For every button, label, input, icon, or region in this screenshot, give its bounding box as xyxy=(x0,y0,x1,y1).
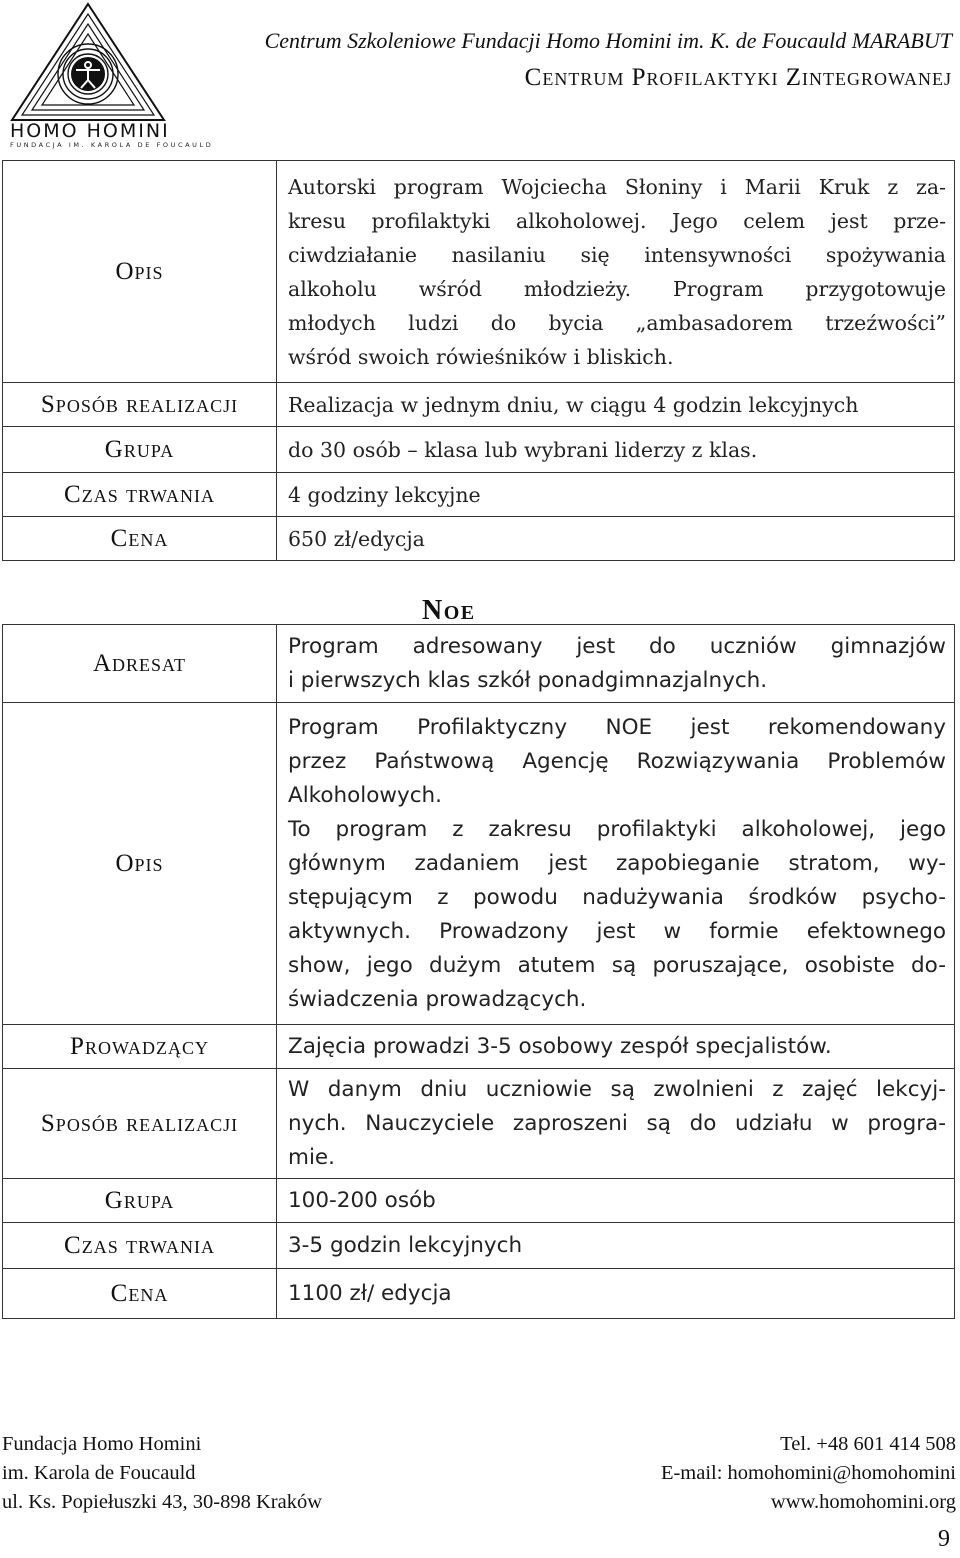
logo-subtitle: FUNDACJA IM. KAROLA DE FOUCAULD xyxy=(10,141,214,149)
text-line: do 30 osób – klasa lub wybrani liderzy z klas. xyxy=(288,437,758,462)
row-value-cena xyxy=(277,517,955,561)
table-row xyxy=(3,625,955,703)
text-line: 1100 zł/ edycja xyxy=(288,1280,452,1306)
program2-title: Noe xyxy=(422,595,476,626)
text-line: Zajęcia prowadzi 3-5 osobowy zespół specjalistów. xyxy=(288,1033,832,1059)
row-label-czas-trwania: Czas trwania xyxy=(3,473,277,517)
table-row xyxy=(3,427,955,473)
header-center-subtitle: Centrum Profilaktyki Zintegrowanej xyxy=(524,64,952,91)
row-value-sposob-realizacji xyxy=(277,383,955,427)
text-line: głównym zadaniem jest zapobieganie stratom, wy- xyxy=(288,850,946,876)
header-center-name: Centrum Szkoleniowe Fundacji Homo Homini im. K. de Foucauld MARABUT xyxy=(264,28,952,53)
table-row xyxy=(3,517,955,561)
row-label-cena: Cena xyxy=(3,517,277,561)
row-value-opis xyxy=(277,703,955,1025)
text-line: Program adresowany jest do uczniów gimnazjów xyxy=(288,633,946,659)
row-value-grupa xyxy=(277,427,955,473)
text-line: aktywnych. Prowadzony jest w formie efektownego xyxy=(288,918,946,944)
text-line: stępującym z powodu nadużywania środków psycho- xyxy=(288,884,946,910)
row-value-czas-trwania xyxy=(277,1223,955,1269)
text-line: i pierwszych klas szkół ponadgimnazjalnych. xyxy=(288,667,768,693)
table-row xyxy=(3,1269,955,1319)
footer-contact-block xyxy=(661,1430,956,1517)
text-line: młodych ludzi do bycia „ambasadorem trzeźwości” xyxy=(288,310,946,335)
row-label-grupa: Grupa xyxy=(3,427,277,473)
text-line: kresu profilaktyki alkoholowej. Jego celem jest prze- xyxy=(288,208,946,233)
row-label-czas-trwania: Czas trwania xyxy=(3,1223,277,1269)
table-row xyxy=(3,383,955,427)
text-line: To program z zakresu profilaktyki alkoholowej, jego xyxy=(288,816,946,842)
program2-table xyxy=(2,624,955,1319)
table-row xyxy=(3,1025,955,1069)
table-row xyxy=(3,1179,955,1223)
text-line: Autorski program Wojciecha Słoniny i Marii Kruk z za- xyxy=(288,174,946,199)
table-row xyxy=(3,703,955,1025)
row-value-grupa xyxy=(277,1179,955,1223)
text-line: Program Profilaktyczny NOE jest rekomendowany xyxy=(288,714,946,740)
table-row xyxy=(3,1223,955,1269)
table-row xyxy=(3,161,955,383)
text-line: 100-200 osób xyxy=(288,1187,436,1213)
text-line: W danym dniu uczniowie są zwolnieni z zajęć lekcyj- xyxy=(288,1076,946,1102)
row-value-prowadzacy xyxy=(277,1025,955,1069)
footer-website-link[interactable]: www.homohomini.org xyxy=(770,1491,956,1513)
row-label-cena: Cena xyxy=(3,1269,277,1319)
row-label-prowadzacy: Prowadzący xyxy=(3,1025,277,1069)
row-value-opis xyxy=(277,161,955,383)
text-line: alkoholu wśród młodzieży. Program przygotowuje xyxy=(288,276,946,301)
text-line: Realizacja w jednym dniu, w ciągu 4 godzin lekcyjnych xyxy=(288,392,859,417)
program1-table xyxy=(2,160,955,561)
row-label-sposob-realizacji: Sposób realizacji xyxy=(3,383,277,427)
footer-email: E-mail: homohomini@homohomini xyxy=(660,1462,956,1484)
text-line: mie. xyxy=(288,1144,335,1170)
footer-org-name: Fundacja Homo Homini xyxy=(2,1433,202,1455)
table-row xyxy=(3,473,955,517)
text-line: przez Państwową Agencję Rozwiązywania Problemów xyxy=(288,748,946,774)
row-value-cena xyxy=(277,1269,955,1319)
page-number: 9 xyxy=(938,1526,950,1552)
text-line: show, jego dużym atutem są poruszające, osobiste do- xyxy=(288,952,946,978)
row-label-opis: Opis xyxy=(3,703,277,1025)
text-line: wśród swoich rówieśników i bliskich. xyxy=(288,344,674,369)
text-line: 650 zł/edycja xyxy=(288,526,425,551)
footer-address: ul. Ks. Popiełuszki 43, 30-898 Kraków xyxy=(2,1491,323,1513)
row-value-adresat xyxy=(277,625,955,703)
row-label-adresat: Adresat xyxy=(3,625,277,703)
row-value-sposob-realizacji xyxy=(277,1069,955,1179)
text-line: świadczenia prowadzących. xyxy=(288,986,587,1012)
row-value-czas-trwania xyxy=(277,473,955,517)
text-line: Alkoholowych. xyxy=(288,782,443,808)
row-label-sposob-realizacji: Sposób realizacji xyxy=(3,1069,277,1179)
footer-phone: Tel. +48 601 414 508 xyxy=(780,1433,956,1455)
text-line: 4 godziny lekcyjne xyxy=(288,482,481,507)
text-line: ciwdziałanie nasilaniu się intensywności spożywania xyxy=(288,242,946,267)
row-label-opis: Opis xyxy=(3,161,277,383)
footer-address-block xyxy=(2,1430,322,1517)
footer-org-name-2: im. Karola de Foucauld xyxy=(2,1462,196,1484)
table-row xyxy=(3,1069,955,1179)
row-label-grupa: Grupa xyxy=(3,1179,277,1223)
logo-wordmark: HOMO HOMINI xyxy=(10,120,170,142)
text-line: nych. Nauczyciele zaproszeni są do udziału w progra- xyxy=(288,1110,946,1136)
text-line: 3-5 godzin lekcyjnych xyxy=(288,1232,523,1258)
